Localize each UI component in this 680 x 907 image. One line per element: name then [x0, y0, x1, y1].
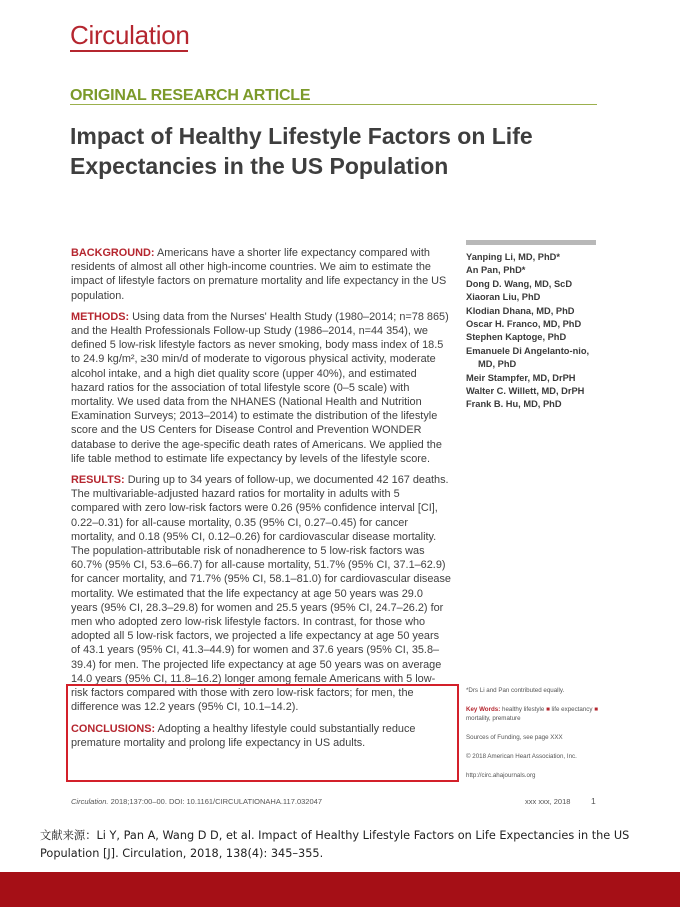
source-citation: 文献来源：Li Y, Pan A, Wang D D, et al. Impact of Healthy Lifestyle Factors on Life Expectancies in the US Population [J]. Circulation, 2018, 138(4): 345–355.	[40, 829, 630, 860]
bottom-bar	[0, 872, 680, 907]
keyword-separator-icon: ■	[594, 706, 598, 713]
author: Meir Stampfer, MD, DrPH	[466, 372, 576, 383]
author: Yanping Li, MD, PhD*	[466, 252, 561, 262]
author: Klodian Dhana, MD, PhD	[466, 305, 575, 316]
author: Emanuele Di Angelanto-nio, MD, PhD	[466, 345, 590, 370]
footer-journal: Circulation.	[71, 797, 109, 806]
abstract	[71, 246, 451, 757]
page-number: 1	[591, 796, 596, 806]
footer-doi: 2018;137:00–00. DOI: 10.1161/CIRCULATIONAHA.117.032047	[110, 797, 322, 806]
footer-issue: xxx xxx, 2018	[525, 797, 571, 806]
keywords-label: Key Words:	[466, 706, 501, 713]
sidenotes	[466, 686, 606, 790]
conclusions-text: Adopting a healthy lifestyle could substantially reduce premature mortality and prolong life expectancy in US adults.	[71, 722, 416, 749]
methods-text: Using data from the Nurses' Health Study (1980–2014; n=78 865) and the Health Professionals Follow-up Study (1986–2014, n=44 354), we defined 5 low-risk lifestyle factors as never smoking, body mass index of 18.5 to 24.9 kg/m², ≥30 min/d of moderate to vigorous physical activity, moderate alcohol intake, and a high diet quality score (upper 40%), and estimated hazard ratios for the association of total lifestyle score (0–5 scale) with mortality. We used data from the NHANES (National Health and Nutrition Examination Surveys; 2013–2014) to estimate the distribution of the lifestyle score and the US Centers for Disease Control and Prevention WONDER database to derive the age-specific death rates of Americans. We applied the life table method to estimate life expectancy by levels of the lifestyle score.	[71, 310, 449, 465]
highlight-box	[66, 684, 459, 782]
author: Frank B. Hu, MD, PhD	[466, 399, 562, 410]
article-title: Impact of Healthy Lifestyle Factors on Life Expectancies in the US Population	[70, 123, 533, 179]
author: Xiaoran Liu, PhD	[466, 292, 541, 303]
footer-citation	[71, 797, 322, 806]
abstract-methods	[71, 310, 451, 466]
keyword-separator-icon: ■	[546, 706, 550, 713]
keyword: healthy lifestyle	[502, 706, 545, 713]
background-text: Americans have a shorter life expectancy compared with residents of almost all other high-income countries. We aim to estimate the impact of lifestyle factors on premature mortality and life expectancy in the US population.	[71, 247, 447, 302]
author: Oscar H. Franco, MD, PhD	[466, 319, 582, 330]
abstract-background	[71, 246, 451, 303]
journal-name: Circulation	[70, 20, 190, 50]
results-label: RESULTS:	[71, 474, 125, 487]
keyword: mortality, premature	[466, 715, 521, 722]
journal-url[interactable]: http://circ.ahajournals.org	[466, 772, 536, 779]
journal-underline	[70, 50, 188, 52]
author: Stephen Kaptoge, PhD	[466, 332, 567, 343]
author: Walter C. Willett, MD, DrPH	[466, 386, 585, 397]
methods-label: METHODS:	[71, 310, 130, 323]
conclusions-label: CONCLUSIONS:	[71, 722, 156, 735]
results-text: During up to 34 years of follow-up, we documented 42 167 deaths. The multivariable-adjusted hazard ratios for mortality in adults with 5 compared with zero low-risk factors were 0.26 (95% confidence interval [CI], 0.22–0.31) for all-cause mortality, 0.35 (95% CI, 0.27–0.45) for cancer mortality, and 0.18 (95% CI, 0.12–0.26) for cardiovascular disease mortality. The population-attributable risk of nonadherence to 5 low-risk factors was 60.7% (95% CI, 53.6–66.7) for all-cause mortality, 51.7% (95% CI, 37.1–62.9) for cancer mortality, and 71.7% (95% CI, 58.1–81.0) for cardiovascular disease mortality. We estimated that the life expectancy at age 50 years was 29.0 years (95% CI, 28.3–29.8) for women and 25.5 years (95% CI, 24.7–26.2) for men who adopted zero low-risk lifestyle factors. In contrast, for those who adopted all 5 low-risk factors, we projected a life expectancy at age 50 years of 43.1 years (95% CI, 41.3–44.9) for women and 37.6 years (95% CI, 35.8–39.4) for men. The projected life expectancy at age 50 years was on average 14.0 years (95% CI, 11.8–16.2) longer among female Americans with 5 low-risk factors compared with those with zero low-risk factors; for men, the difference was 12.2 years (95% CI, 10.1–14.2).	[71, 474, 451, 714]
contribution-note: *Drs Li and Pan contributed equally.	[466, 687, 565, 694]
article-type-rule	[70, 104, 597, 105]
keyword: life expectancy	[551, 706, 593, 713]
author-list	[466, 251, 606, 412]
background-label: BACKGROUND:	[71, 247, 155, 259]
author-rule	[466, 240, 596, 245]
keywords	[466, 705, 606, 723]
author: An Pan, PhD*	[466, 265, 526, 276]
abstract-results	[71, 473, 451, 714]
author: Dong D. Wang, MD, ScD	[466, 278, 573, 289]
funding-note: Sources of Funding, see page XXX	[466, 734, 563, 741]
article-type: ORIGINAL RESEARCH ARTICLE	[70, 87, 311, 104]
copyright: © 2018 American Heart Association, Inc.	[466, 753, 577, 760]
